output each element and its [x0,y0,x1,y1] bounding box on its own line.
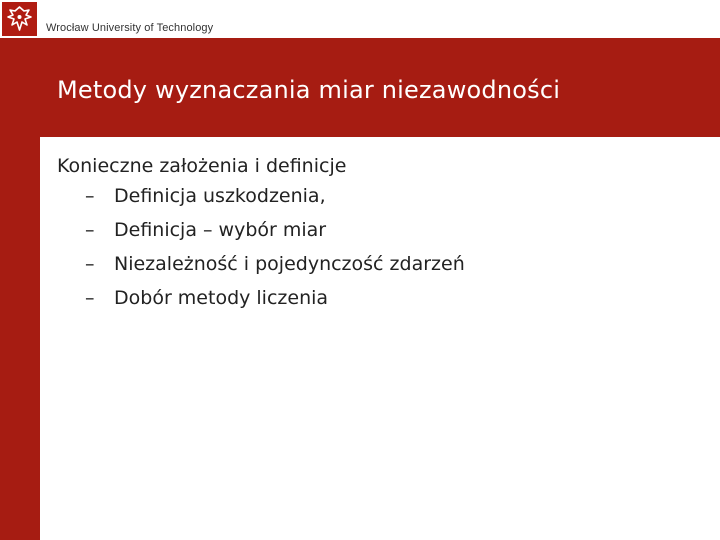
sub-point-text: Niezależność i pojedynczość zdarzeń [114,253,465,275]
dash-bullet: – [85,287,95,309]
sub-point-text: Definicja uszkodzenia, [114,185,326,207]
dash-bullet: – [85,253,95,275]
university-eagle-emblem-icon [2,2,37,36]
list-item [57,247,465,281]
header-strip [0,0,720,38]
sub-point-text: Definicja – wybór miar [114,219,327,241]
slide-content [57,153,465,315]
list-item [57,281,465,315]
dash-bullet: – [85,219,95,241]
slide-title: Metody wyznaczania miar niezawodności [57,76,561,104]
sub-point-list [57,179,465,315]
list-item [57,179,465,213]
sub-point-text: Dobór metody liczenia [114,287,329,309]
left-accent-bar [0,38,40,540]
main-point: Konieczne założenia i definicje [57,155,347,177]
list-item [57,213,465,247]
dash-bullet: – [85,185,95,207]
university-name: Wrocław University of Technology [46,22,214,34]
